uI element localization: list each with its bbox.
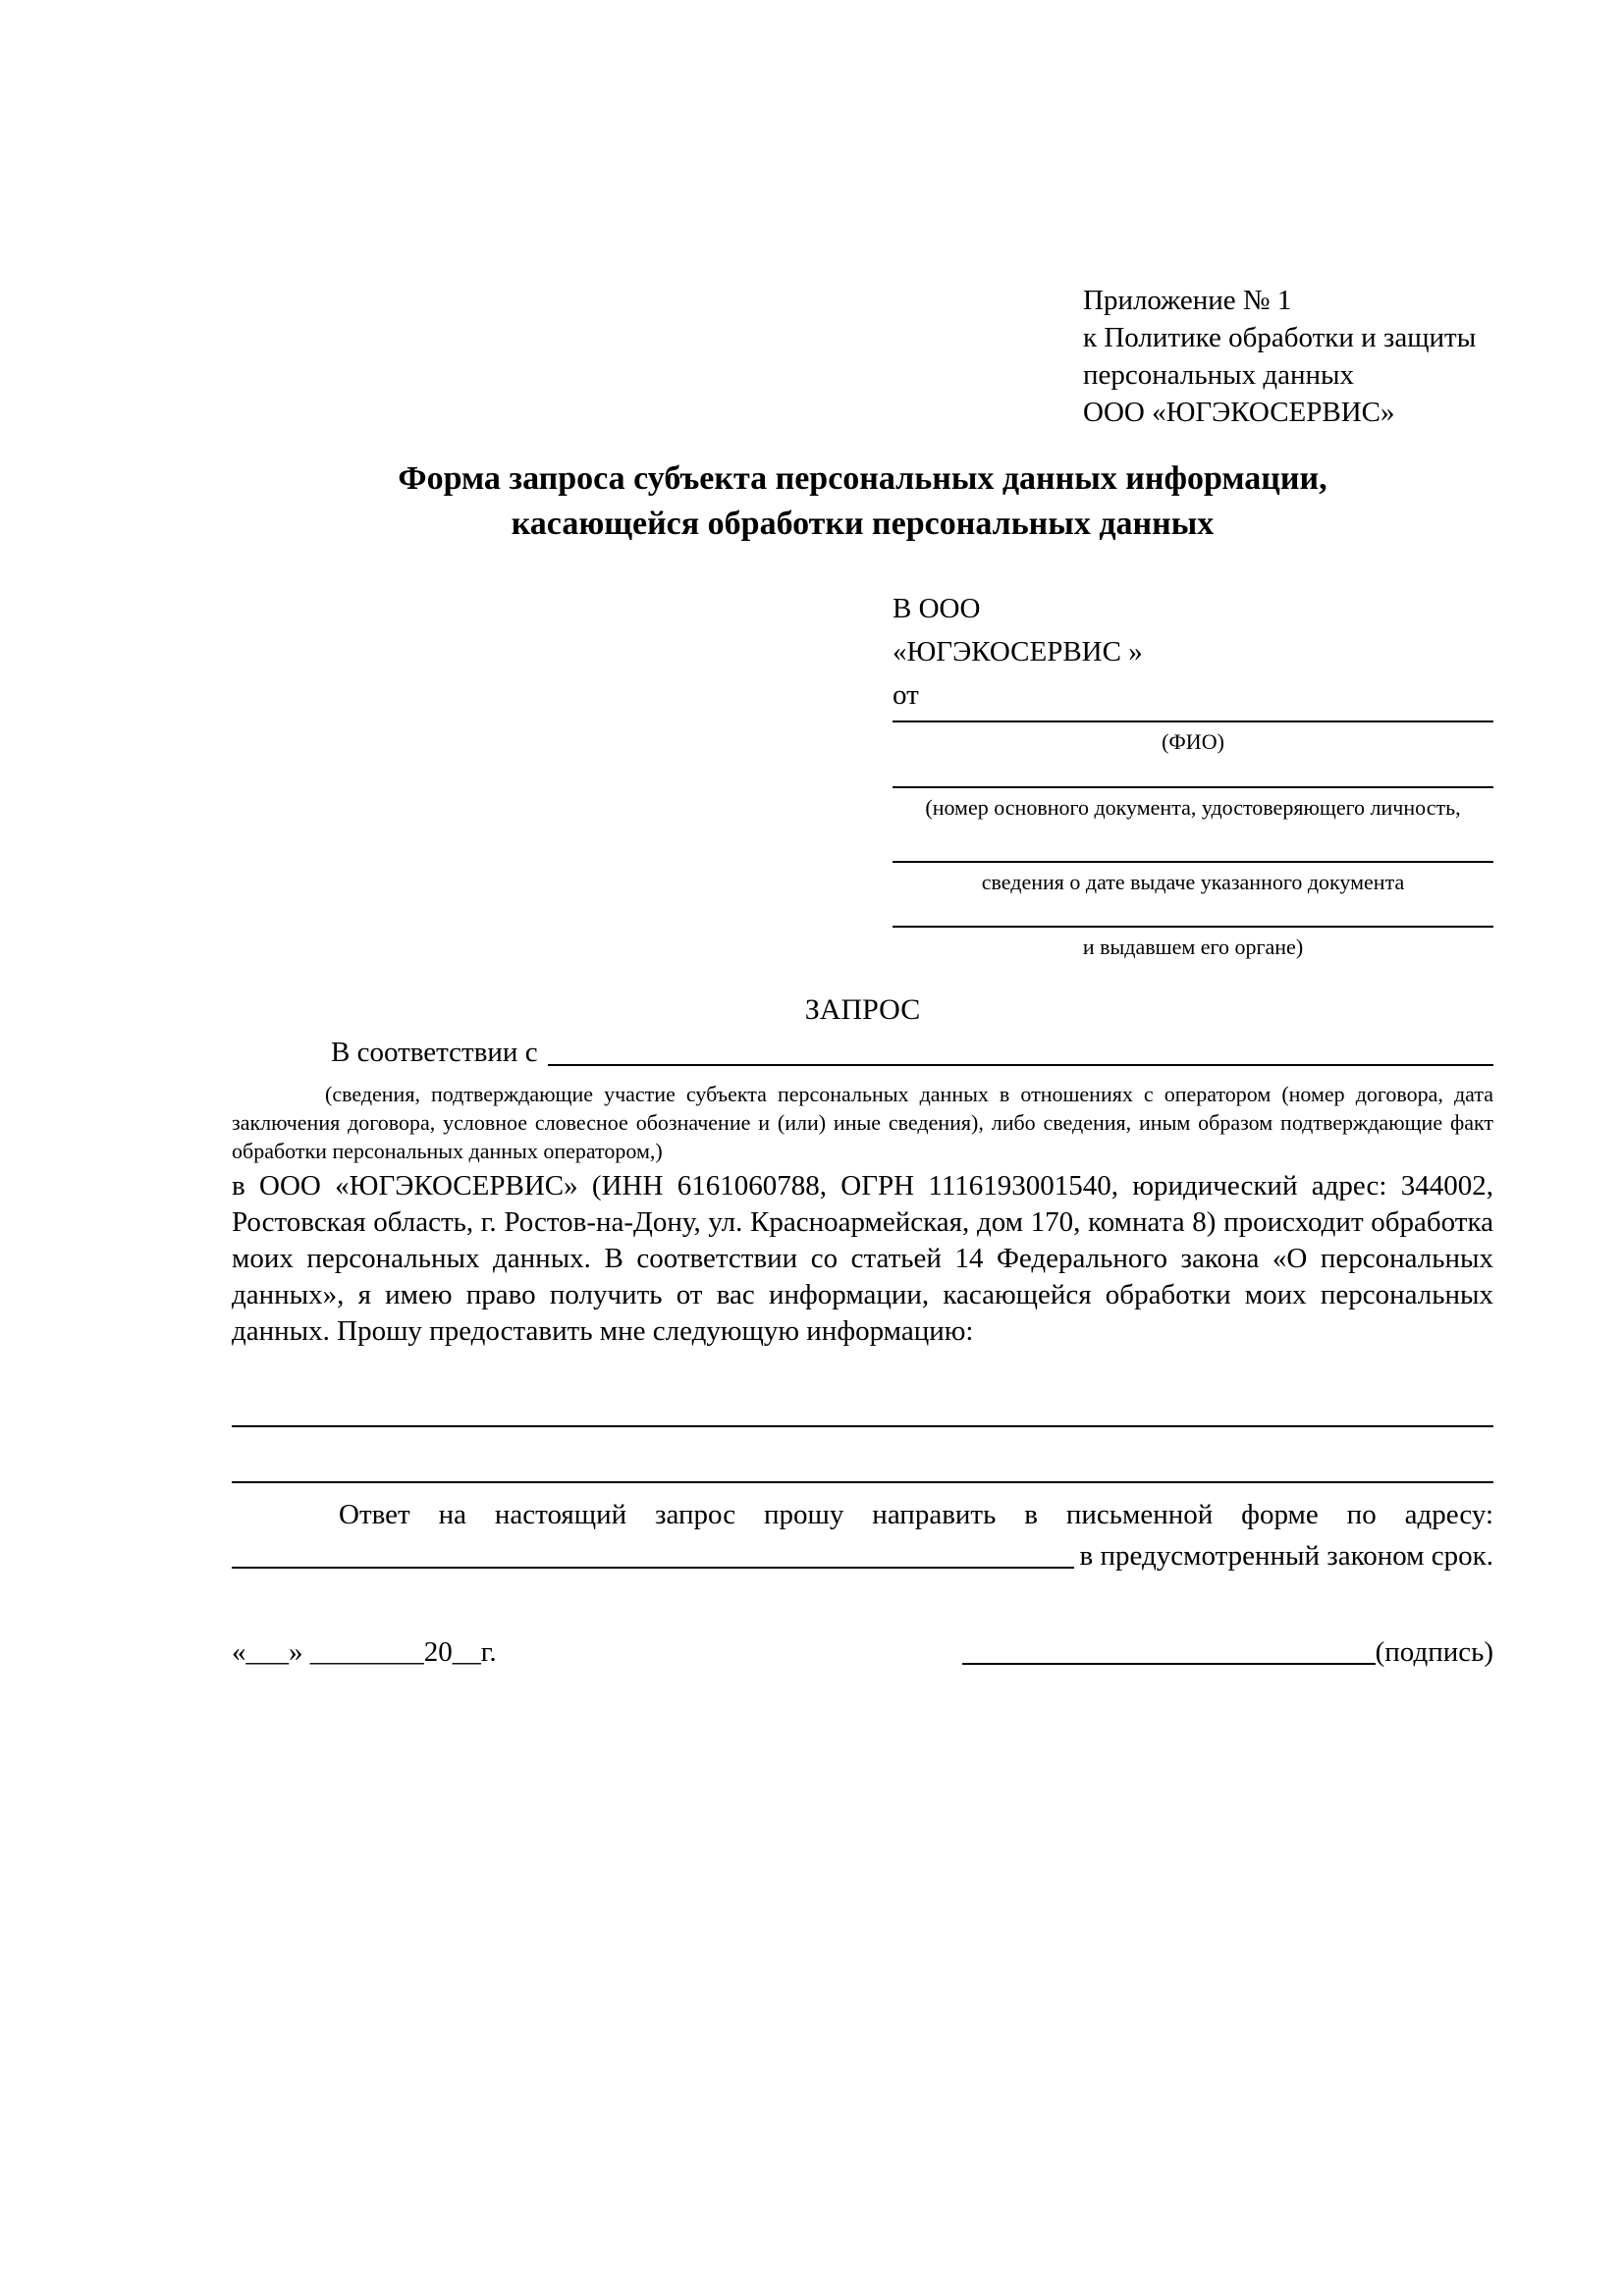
document-title (232, 456, 1493, 547)
signature-blank-line (962, 1663, 1376, 1665)
addressee-line-from: от (893, 679, 919, 711)
appendix-line-1: Приложение № 1 (1083, 285, 1292, 316)
addressee-line-company: «ЮГЭКОСЕРВИС » (893, 636, 1143, 667)
reply-sentence: Ответ на настоящий запрос прошу направить в письменной форме по адресу: (339, 1499, 1493, 1530)
date-line: «___» ________20__г. (232, 1636, 497, 1668)
date-signature-row (232, 1633, 1493, 1671)
appendix-line-2: к Политике обработки и защиты (1083, 322, 1477, 353)
document-number-caption: (номер основного документа, удостоверяющего личность, (925, 795, 1461, 820)
info-blank-line-2 (232, 1481, 1493, 1483)
intro-row (232, 1033, 1493, 1072)
reply-address-row (232, 1537, 1493, 1575)
request-heading: ЗАПРОС (804, 993, 921, 1026)
basis-blank-line (548, 1033, 1493, 1066)
info-blank-line-1 (232, 1425, 1493, 1427)
fio-caption: (ФИО) (1162, 729, 1224, 754)
appendix-block (1083, 282, 1476, 431)
reply-suffix: в предусмотренный законом срок. (1079, 1540, 1493, 1572)
document-number-blank-line (893, 786, 1493, 788)
request-body: в ООО «ЮГЭКОСЕРВИС» (ИНН 6161060788, ОГРН 1116193001540, юридический адрес: 344002, Ростовская область, г. Ростов-на-Дону, ул. Красноармейская, дом 170, комната 8) происходит обработка моих персональных данных. В соответствии со статьей 14 Федерального закона «О персональных данных», я имею право получить от вас информации, касающейся обработки моих персональных данных. Прошу предоставить мне следующую информацию: (232, 1170, 1493, 1347)
appendix-line-4: ООО «ЮГЭКОСЕРВИС» (1083, 397, 1395, 428)
signature-block (962, 1633, 1493, 1671)
issuing-authority-caption: и выдавшем его органе) (1082, 934, 1304, 959)
fio-blank-line (893, 721, 1493, 722)
issue-date-caption: сведения о дате выдаче указанного документа (981, 870, 1405, 894)
issue-date-blank-line (893, 861, 1493, 863)
document-title-line-2: касающейся обработки персональных данных (511, 506, 1215, 542)
signature-caption: (подпись) (1375, 1636, 1493, 1668)
issuing-authority-blank-line (893, 926, 1493, 928)
appendix-line-3: персональных данных (1083, 359, 1355, 391)
intro-prefix: В соответствии с (331, 1037, 538, 1068)
addressee-block (893, 587, 1493, 961)
document-title-line-1: Форма запроса субъекта персональных данных информации, (398, 460, 1327, 497)
address-blank-line (232, 1537, 1074, 1569)
addressee-line-to: В ООО (893, 593, 981, 624)
basis-note: (сведения, подтверждающие участие субъекта персональных данных в отношениях с оператором (номер договора, дата заключения договора, условное словесное обозначение и (или) иные сведения), либо сведения, иным образом подтверждающие факт обработки персональных данных оператором,) (232, 1082, 1493, 1163)
